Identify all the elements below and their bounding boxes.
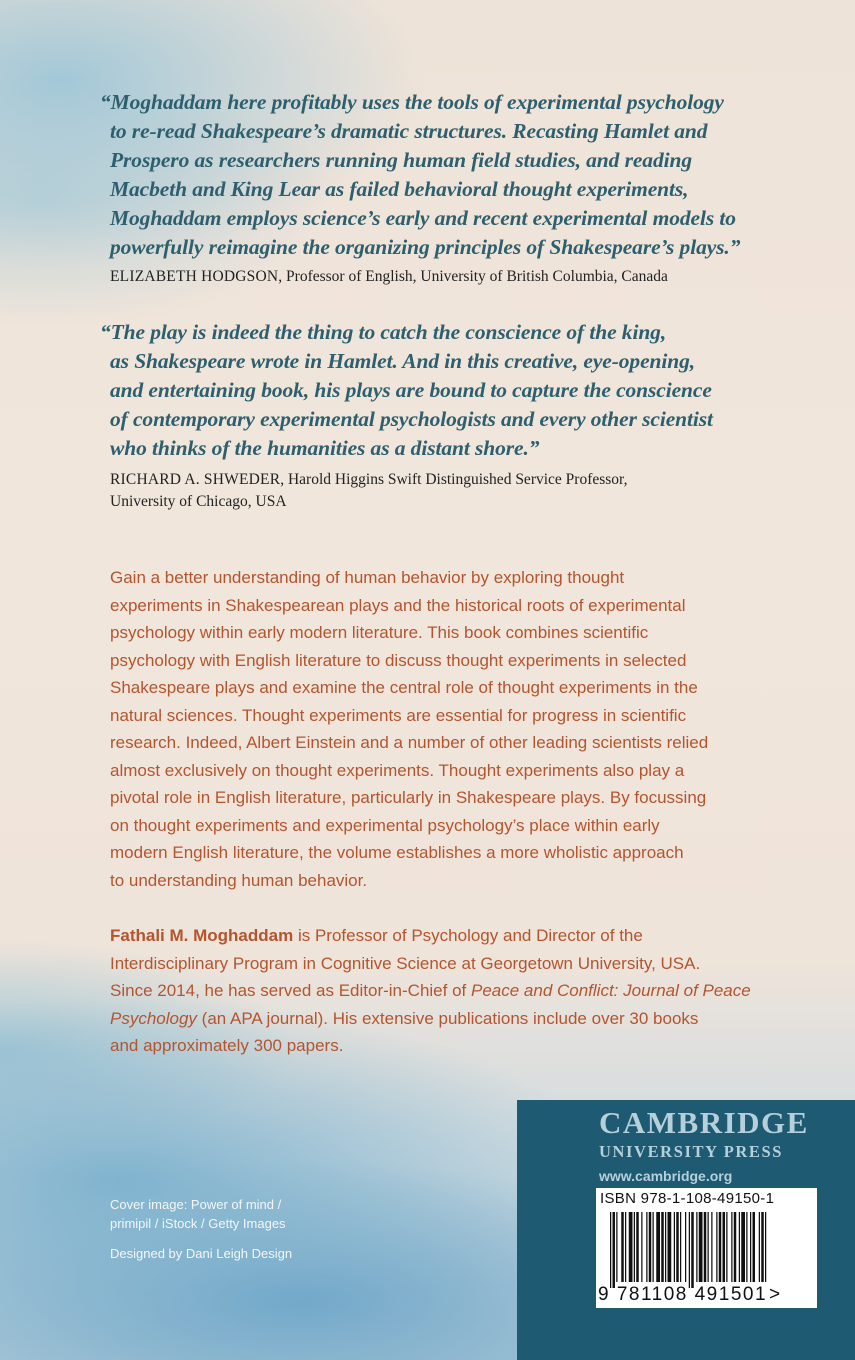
description-line: almost exclusively on thought experiments. Thought experiments also play a <box>110 760 685 780</box>
barcode-bar <box>625 1212 626 1282</box>
barcode-bar <box>621 1212 624 1282</box>
barcode-bar <box>734 1212 737 1282</box>
barcode-bar <box>739 1212 740 1282</box>
quote-2-line: “The play is indeed the thing to catch the conscience of the king, <box>100 320 667 344</box>
barcode-bar <box>610 1212 611 1288</box>
description-line: modern English literature, the volume establishes a more wholistic approach <box>110 843 684 862</box>
barcode-bar <box>750 1212 751 1282</box>
barcode-bar <box>616 1212 617 1282</box>
quote-2-line: and entertaining book, his plays are bound to capture the conscience <box>110 378 712 402</box>
description-line: research. Indeed, Albert Einstein and a number of other leading scientists relied <box>110 733 709 752</box>
barcode-bar <box>691 1212 694 1288</box>
quote-1-line: Moghaddam employs science’s early and recent experimental models to <box>110 206 736 230</box>
barcode-bar <box>661 1212 664 1282</box>
isbn-barcode <box>596 1188 817 1308</box>
barcode-bar <box>676 1212 679 1282</box>
description-line: on thought experiments and experimental psychology’s place within early <box>110 815 660 835</box>
barcode-end-mark: > <box>769 1284 782 1305</box>
barcode-number: 9 781108 491501 <box>598 1284 768 1305</box>
description-line: Shakespeare plays and examine the central role of thought experiments in the <box>110 678 698 697</box>
barcode-bar <box>708 1212 709 1282</box>
barcode-bar <box>680 1212 681 1282</box>
barcode-bar <box>653 1212 654 1282</box>
cover-image-credit-1: Cover image: Power of mind / <box>110 1197 282 1212</box>
barcode-bar <box>646 1212 647 1282</box>
barcode-bar <box>689 1212 690 1288</box>
publisher-name: CAMBRIDGE <box>599 1105 809 1140</box>
quote-1-author-title: , Professor of English, University of British Columbia, Canada <box>278 268 668 285</box>
quote-2-author-affiliation: University of Chicago, USA <box>110 493 287 510</box>
barcode-bar <box>674 1212 675 1282</box>
quote-1-text <box>100 88 800 262</box>
description-line: natural sciences. Thought experiments are essential for progress in scientific <box>110 705 687 725</box>
barcode-bar <box>726 1212 727 1282</box>
quote-2-line: of contemporary experimental psychologists and every other scientist <box>110 407 713 431</box>
designer-credit: Designed by Dani Leigh Design <box>110 1246 293 1261</box>
book-description <box>110 564 760 894</box>
author-bio-line: Since 2014, he has served as Editor-in-Chief of <box>110 981 471 1000</box>
quote-1-line: Macbeth and King Lear as failed behavioral thought experiments, <box>110 177 689 201</box>
author-bio-line: and approximately 300 papers. <box>110 1036 344 1055</box>
quote-2-attribution <box>110 469 810 513</box>
barcode-bar <box>629 1212 633 1282</box>
barcode-digits <box>598 1284 817 1306</box>
quote-2-text <box>100 318 800 463</box>
quote-1-author: ELIZABETH HODGSON <box>110 268 279 285</box>
quote-2-line: who thinks of the humanities as a distant shore.” <box>110 436 540 460</box>
journal-title: Peace and Conflict: Journal of Peace <box>470 981 751 1000</box>
quote-2-author: RICHARD A. SHWEDER <box>110 471 281 488</box>
barcode-bar <box>719 1212 722 1282</box>
journal-title-cont: Psychology <box>110 1008 197 1028</box>
barcode-bar <box>634 1212 635 1282</box>
description-line: psychology within early modern literature. This book combines scientific <box>110 623 649 642</box>
author-bio <box>110 922 760 1060</box>
barcode-bar <box>716 1212 717 1282</box>
barcode-bar <box>699 1212 703 1282</box>
quote-1-line: Prospero as researchers running human field studies, and reading <box>110 148 692 172</box>
barcode-bar <box>641 1212 642 1282</box>
quote-2-line: as Shakespeare wrote in Hamlet. And in this creative, eye-opening, <box>110 349 696 373</box>
cover-credits <box>110 1195 370 1263</box>
cover-image-credit-2: primipil / iStock / Getty Images <box>110 1216 286 1231</box>
barcode-bar <box>636 1212 639 1282</box>
author-bio-line: Interdisciplinary Program in Cognitive Science at Georgetown University, USA. <box>110 953 701 973</box>
quote-1-attribution <box>110 266 810 288</box>
barcode-bar <box>761 1212 764 1282</box>
quote-1-line: powerfully reimagine the organizing principles of Shakespeare’s plays.” <box>110 235 741 259</box>
barcode-bar <box>759 1212 760 1282</box>
barcode-bar <box>741 1212 745 1282</box>
barcode-bar <box>753 1212 756 1282</box>
barcode-bar <box>746 1212 747 1282</box>
description-line: experiments in Shakespearean plays and the historical roots of experimental <box>110 595 686 615</box>
barcode-bar <box>723 1212 726 1282</box>
barcode-bar <box>696 1212 697 1282</box>
author-name: Fathali M. Moghaddam <box>110 926 294 945</box>
quote-1-line: “Moghaddam here profitably uses the tools of experimental psychology <box>100 90 724 114</box>
barcode-bar <box>731 1212 732 1282</box>
description-line: Gain a better understanding of human behavior by exploring thought <box>110 568 625 587</box>
barcode-bar <box>649 1212 652 1282</box>
description-text <box>110 564 760 894</box>
author-bio-text <box>110 922 760 1060</box>
barcode-bar <box>711 1212 712 1282</box>
publisher-url: www.cambridge.org <box>599 1168 733 1184</box>
publisher-subtitle: UNIVERSITY PRESS <box>599 1142 784 1161</box>
barcode-bar <box>668 1212 672 1282</box>
barcode-bar <box>765 1212 766 1282</box>
description-line: to understanding human behavior. <box>110 870 368 890</box>
barcode-bar <box>613 1212 616 1288</box>
barcode-bar <box>656 1212 660 1282</box>
endorsement-quote-1 <box>100 88 800 262</box>
quote-2-author-title: , Harold Higgins Swift Distinguished Service Professor, <box>280 471 628 488</box>
author-bio-line: is Professor of Psychology and Director of the <box>293 926 643 945</box>
description-line: psychology with English literature to discuss thought experiments in selected <box>110 650 687 670</box>
barcode-bar <box>665 1212 666 1282</box>
quote-1-line: to re-read Shakespeare’s dramatic structures. Recasting Hamlet and <box>110 119 708 143</box>
barcode-bar <box>685 1212 686 1282</box>
description-line: pivotal role in English literature, particularly in Shakespeare plays. By focussing <box>110 788 707 807</box>
endorsement-quote-2 <box>100 318 800 463</box>
barcode-bar <box>704 1212 707 1282</box>
isbn-label: ISBN 978-1-108-49150-1 <box>600 1190 775 1207</box>
author-bio-line: (an APA journal). His extensive publications include over 30 books <box>196 1008 699 1028</box>
